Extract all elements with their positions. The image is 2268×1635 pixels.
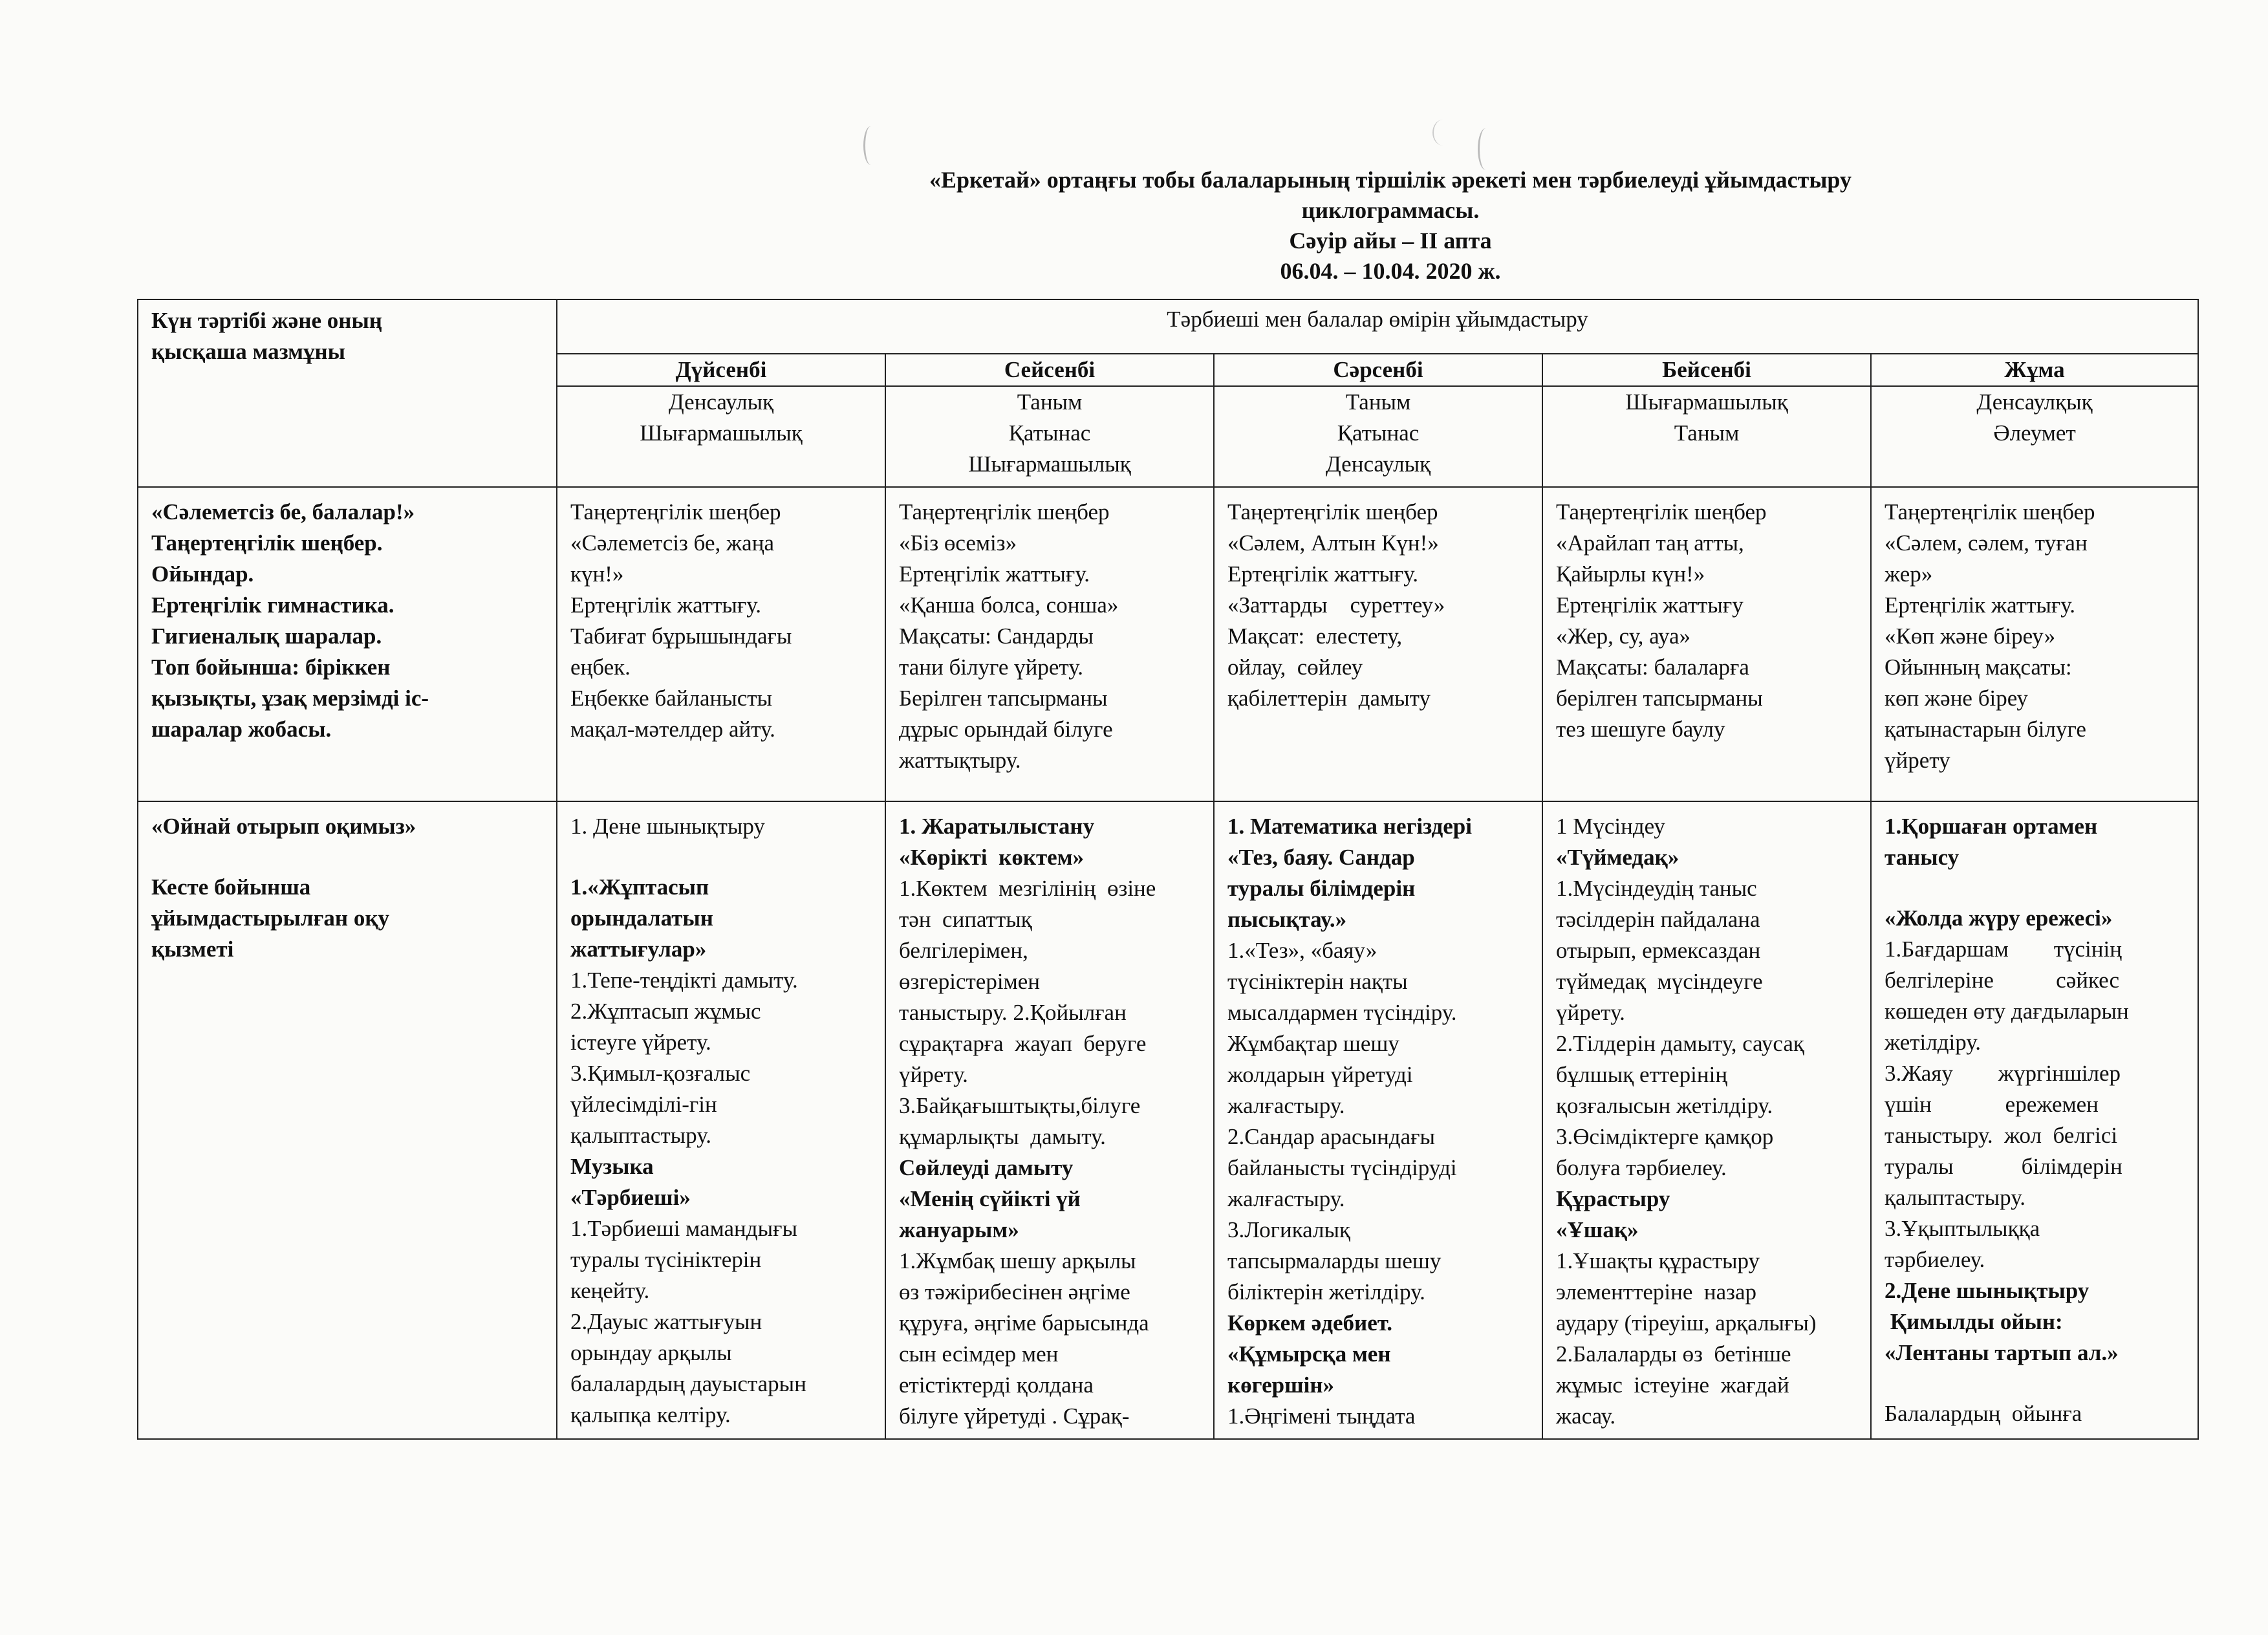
learning-friday: 1.Қоршаған ортамен танысу «Жолда жүру ережесі» 1.Бағдаршам түсінің белгілеріне сәйкес көшеден өту дағдыларын жетілдіру. 3.Жаяу жүргіншілер үшін ережемен таныстыру. жол белгісі туралы білімдерін қалыптастыру. 3.Ұқыптылыққа тәрбиелеу. 2.Дене шынықтыру Қимылды ойын: «Лентаны тартып ал.» Балалардың ойынға xyxy=(1871,801,2198,1439)
title-line-2: циклограммасы. xyxy=(1301,197,1480,223)
morning-tuesday: Таңертеңгілік шеңбер «Біз өсеміз» Ертеңгілік жаттығу. «Қанша болса, сонша» Мақсаты: Сандарды тани білуге үйрету. Берілген тапсырманы дұрыс орындай білуге жаттықтыру. xyxy=(885,487,1214,801)
row-morning-label: «Сәлеметсіз бе, балалар!» Таңертеңгілік шеңбер. Ойындар. Ертеңгілік гимнастика. Гигиеналық шаралар. Топ бойынша: біріккен қызықты, ұзақ мерзімді іс- шаралар жобасы. xyxy=(138,487,557,801)
areas-thursday: Шығармашылық Таным xyxy=(1542,386,1871,487)
areas-tuesday: Таным Қатынас Шығармашылық xyxy=(885,386,1214,487)
title-line-3: Сәуір айы – II апта xyxy=(1289,228,1492,254)
group-header: Тәрбиеші мен балалар өмірін ұйымдастыру xyxy=(557,299,2198,354)
title-line-1: «Еркетай» ортаңғы тобы балаларының тіршілік әрекеті мен тәрбиелеуді ұйымдастыру xyxy=(929,167,1852,193)
cyclogram-table xyxy=(137,299,2199,1440)
morning-thursday: Таңертеңгілік шеңбер «Арайлап таң атты, Қайырлы күн!» Ертеңгілік жаттығу «Жер, су, ауа» Мақсаты: балаларға берілген тапсырманы тез шешуге баулу xyxy=(1542,487,1871,801)
areas-friday: Денсаулқық Әлеумет xyxy=(1871,386,2198,487)
areas-monday: Денсаулық Шығармашылық xyxy=(557,386,885,487)
document-title xyxy=(647,165,2134,287)
scan-mark xyxy=(1432,120,1453,146)
day-wednesday: Сәрсенбі xyxy=(1214,354,1542,386)
learning-wednesday: 1. Математика негіздері «Тез, баяу. Сандар туралы білімдерін пысықтау.» 1.«Тез», «баяу» түсініктерін нақты мысалдармен түсіндіру. Жұмбақтар шешу жолдарын үйретуді жалғастыру. 2.Сандар арасындағы байланысты түсіндіруді жалғастыру. 3.Логикалық тапсырмаларды шешу біліктерін жетілдіру. Көркем әдебиет. «Құмырсқа мен көгершін» 1.Әңгімені тыңдата xyxy=(1214,801,1542,1439)
morning-wednesday: Таңертеңгілік шеңбер «Сәлем, Алтын Күн!» Ертеңгілік жаттығу. «Заттарды суреттеу» Мақсат: елестету, ойлау, сөйлеу қабілеттерін дамыту xyxy=(1214,487,1542,801)
areas-wednesday: Таным Қатынас Денсаулық xyxy=(1214,386,1542,487)
corner-label-cell: Күн тәртібі және оның қысқаша мазмұны xyxy=(138,299,557,487)
day-thursday: Бейсенбі xyxy=(1542,354,1871,386)
scan-mark xyxy=(1478,128,1494,170)
morning-friday: Таңертеңгілік шеңбер «Сәлем, сәлем, туған жер» Ертеңгілік жаттығу. «Көп және біреу» Ойынның мақсаты: көп және біреу қатынастарын білуге үйрету xyxy=(1871,487,2198,801)
morning-monday: Таңертеңгілік шеңбер «Сәлеметсіз бе, жаңа күн!» Ертеңгілік жаттығу. Табиғат бұрышындағы еңбек. Еңбекке байланысты мақал-мәтелдер айту. xyxy=(557,487,885,801)
day-tuesday: Сейсенбі xyxy=(885,354,1214,386)
learning-tuesday: 1. Жаратылыстану «Көрікті көктем» 1.Көктем мезгілінің өзіне тән сипаттық белгілерімен, өзгерістерімен таныстыру. 2.Қойылған сұрақтарға жауап беруге үйрету. 3.Байқағыштықты,білуге құмарлықты дамыту. Сөйлеуді дамыту «Менің сүйікті үй жануарым» 1.Жұмбақ шешу арқылы өз тәжірибесінен әңгіме құруға, әңгіме барысында сын есімдер мен етістіктерді қолдана білуге үйретуді . Сұрақ- xyxy=(885,801,1214,1439)
title-line-4: 06.04. – 10.04. 2020 ж. xyxy=(1280,258,1501,284)
learning-thursday: 1 Мүсіндеу «Түймедақ» 1.Мүсіндеудің таныс тәсілдерін пайдалана отырып, ермексаздан түймедақ мүсіндеуге үйрету. 2.Тілдерін дамыту, саусақ бұлшық еттерінің қозғалысын жетілдіру. 3.Өсімдіктерге қамқор болуға тәрбиелеу. Құрастыру «Ұшақ» 1.Ұшақты құрастыру элементтеріне назар аудару (тіреуіш, арқалығы) 2.Балаларды өз бетінше жұмыс істеуіне жағдай жасау. xyxy=(1542,801,1871,1439)
scan-mark xyxy=(863,126,878,165)
learning-monday: 1. Дене шынықтыру 1.«Жұптасып орындалатын жаттығулар» 1.Тепе-теңдікті дамыту. 2.Жұптасып жұмыс істеуге үйрету. 3.Қимыл-қозғалыс үйлесімділі-гін қалыптастыру. Музыка «Тәрбиеші» 1.Тәрбиеші мамандығы туралы түсініктерін кеңейту. 2.Дауыс жаттығуын орындау арқылы балалардың дауыстарын қалыпқа келтіру. xyxy=(557,801,885,1439)
day-friday: Жұма xyxy=(1871,354,2198,386)
day-monday: Дүйсенбі xyxy=(557,354,885,386)
row-learning-label: «Ойнай отырып оқимыз» Кесте бойынша ұйымдастырылған оқу қызметі xyxy=(138,801,557,1439)
